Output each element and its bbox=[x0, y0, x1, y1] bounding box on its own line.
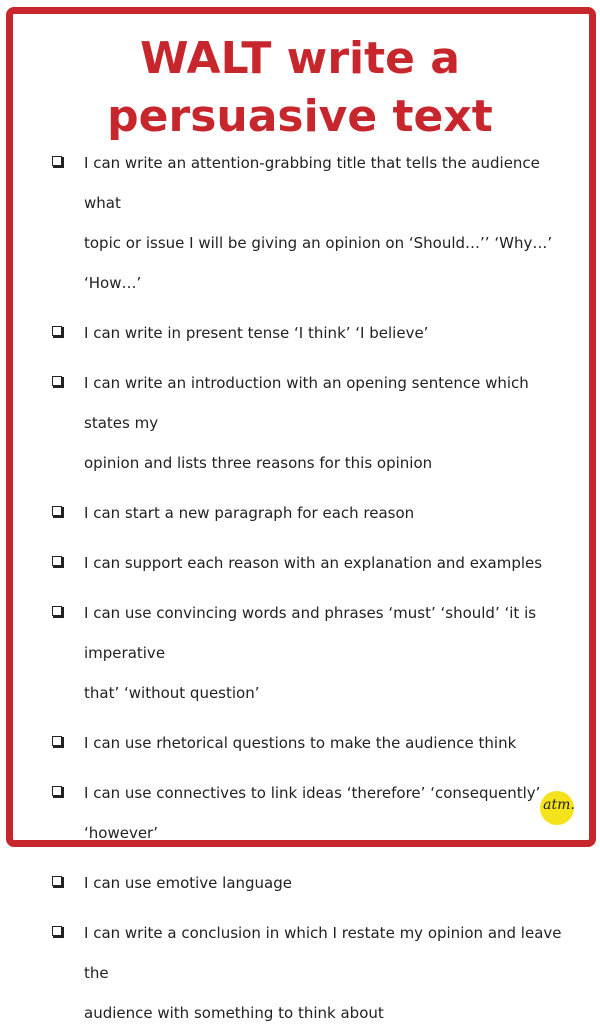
checklist-item-line: I can write an attention-grabbing title that tells the audience what bbox=[84, 154, 540, 212]
checklist-item-line: I can use convincing words and phrases ‘must’ ‘should’ ‘it is imperative bbox=[84, 604, 537, 662]
checklist-item-line: I can use emotive language bbox=[84, 874, 293, 892]
checklist bbox=[52, 143, 564, 1033]
checklist-item-text bbox=[84, 543, 542, 583]
checklist-item-line: that’ ‘without question’ bbox=[84, 684, 260, 702]
checklist-item-line: I can write in present tense ‘I think’ ‘I believe’ bbox=[84, 324, 429, 342]
checkbox-icon[interactable] bbox=[52, 606, 62, 616]
checklist-item bbox=[52, 773, 564, 853]
checklist-item-text bbox=[84, 913, 564, 1033]
checkbox-icon[interactable] bbox=[52, 736, 62, 746]
checklist-item-text bbox=[84, 773, 540, 853]
checkbox-icon[interactable] bbox=[52, 506, 62, 516]
checklist-item-text bbox=[84, 723, 516, 763]
checklist-item-line: I can use connectives to link ideas ‘therefore’ ‘consequently’ bbox=[84, 784, 541, 802]
checklist-item bbox=[52, 863, 564, 903]
checkbox-icon[interactable] bbox=[52, 556, 62, 566]
checklist-item bbox=[52, 493, 564, 533]
atm-logo-text: atm. bbox=[543, 797, 575, 813]
page-title bbox=[20, 30, 580, 146]
checklist-item bbox=[52, 593, 564, 713]
checkbox-icon[interactable] bbox=[52, 786, 62, 796]
checklist-item-text bbox=[84, 493, 414, 533]
checklist-item bbox=[52, 313, 564, 353]
checklist-item-line: ‘however’ bbox=[84, 824, 158, 842]
checklist-item bbox=[52, 363, 564, 483]
checklist-item bbox=[52, 543, 564, 583]
checklist-item-text bbox=[84, 363, 564, 483]
checklist-item-line: topic or issue I will be giving an opinion on ‘Should…’’ ‘Why…’ ‘How…’ bbox=[84, 234, 553, 292]
checklist-item-text bbox=[84, 593, 564, 713]
title-line-1: WALT write a bbox=[139, 33, 460, 84]
checklist-item-line: I can start a new paragraph for each reason bbox=[84, 504, 415, 522]
checklist-item bbox=[52, 723, 564, 763]
checklist-item-line: I can use rhetorical questions to make the audience think bbox=[84, 734, 517, 752]
checklist-item bbox=[52, 143, 564, 303]
checkbox-icon[interactable] bbox=[52, 326, 62, 336]
checkbox-icon[interactable] bbox=[52, 376, 62, 386]
checklist-item-line: I can support each reason with an explanation and examples bbox=[84, 554, 543, 572]
checklist-item-line: opinion and lists three reasons for this opinion bbox=[84, 454, 433, 472]
checklist-item-line: I can write a conclusion in which I restate my opinion and leave the bbox=[84, 924, 562, 982]
checkbox-icon[interactable] bbox=[52, 156, 62, 166]
checkbox-icon[interactable] bbox=[52, 926, 62, 936]
checklist-item-text bbox=[84, 313, 428, 353]
checkbox-icon[interactable] bbox=[52, 876, 62, 886]
checklist-item-line: audience with something to think about bbox=[84, 1004, 384, 1022]
checklist-item-text bbox=[84, 143, 564, 303]
checklist-item-line: I can write an introduction with an opening sentence which states my bbox=[84, 374, 529, 432]
checklist-item-text bbox=[84, 863, 292, 903]
checklist-item bbox=[52, 913, 564, 1033]
title-line-2: persuasive text bbox=[107, 91, 493, 142]
